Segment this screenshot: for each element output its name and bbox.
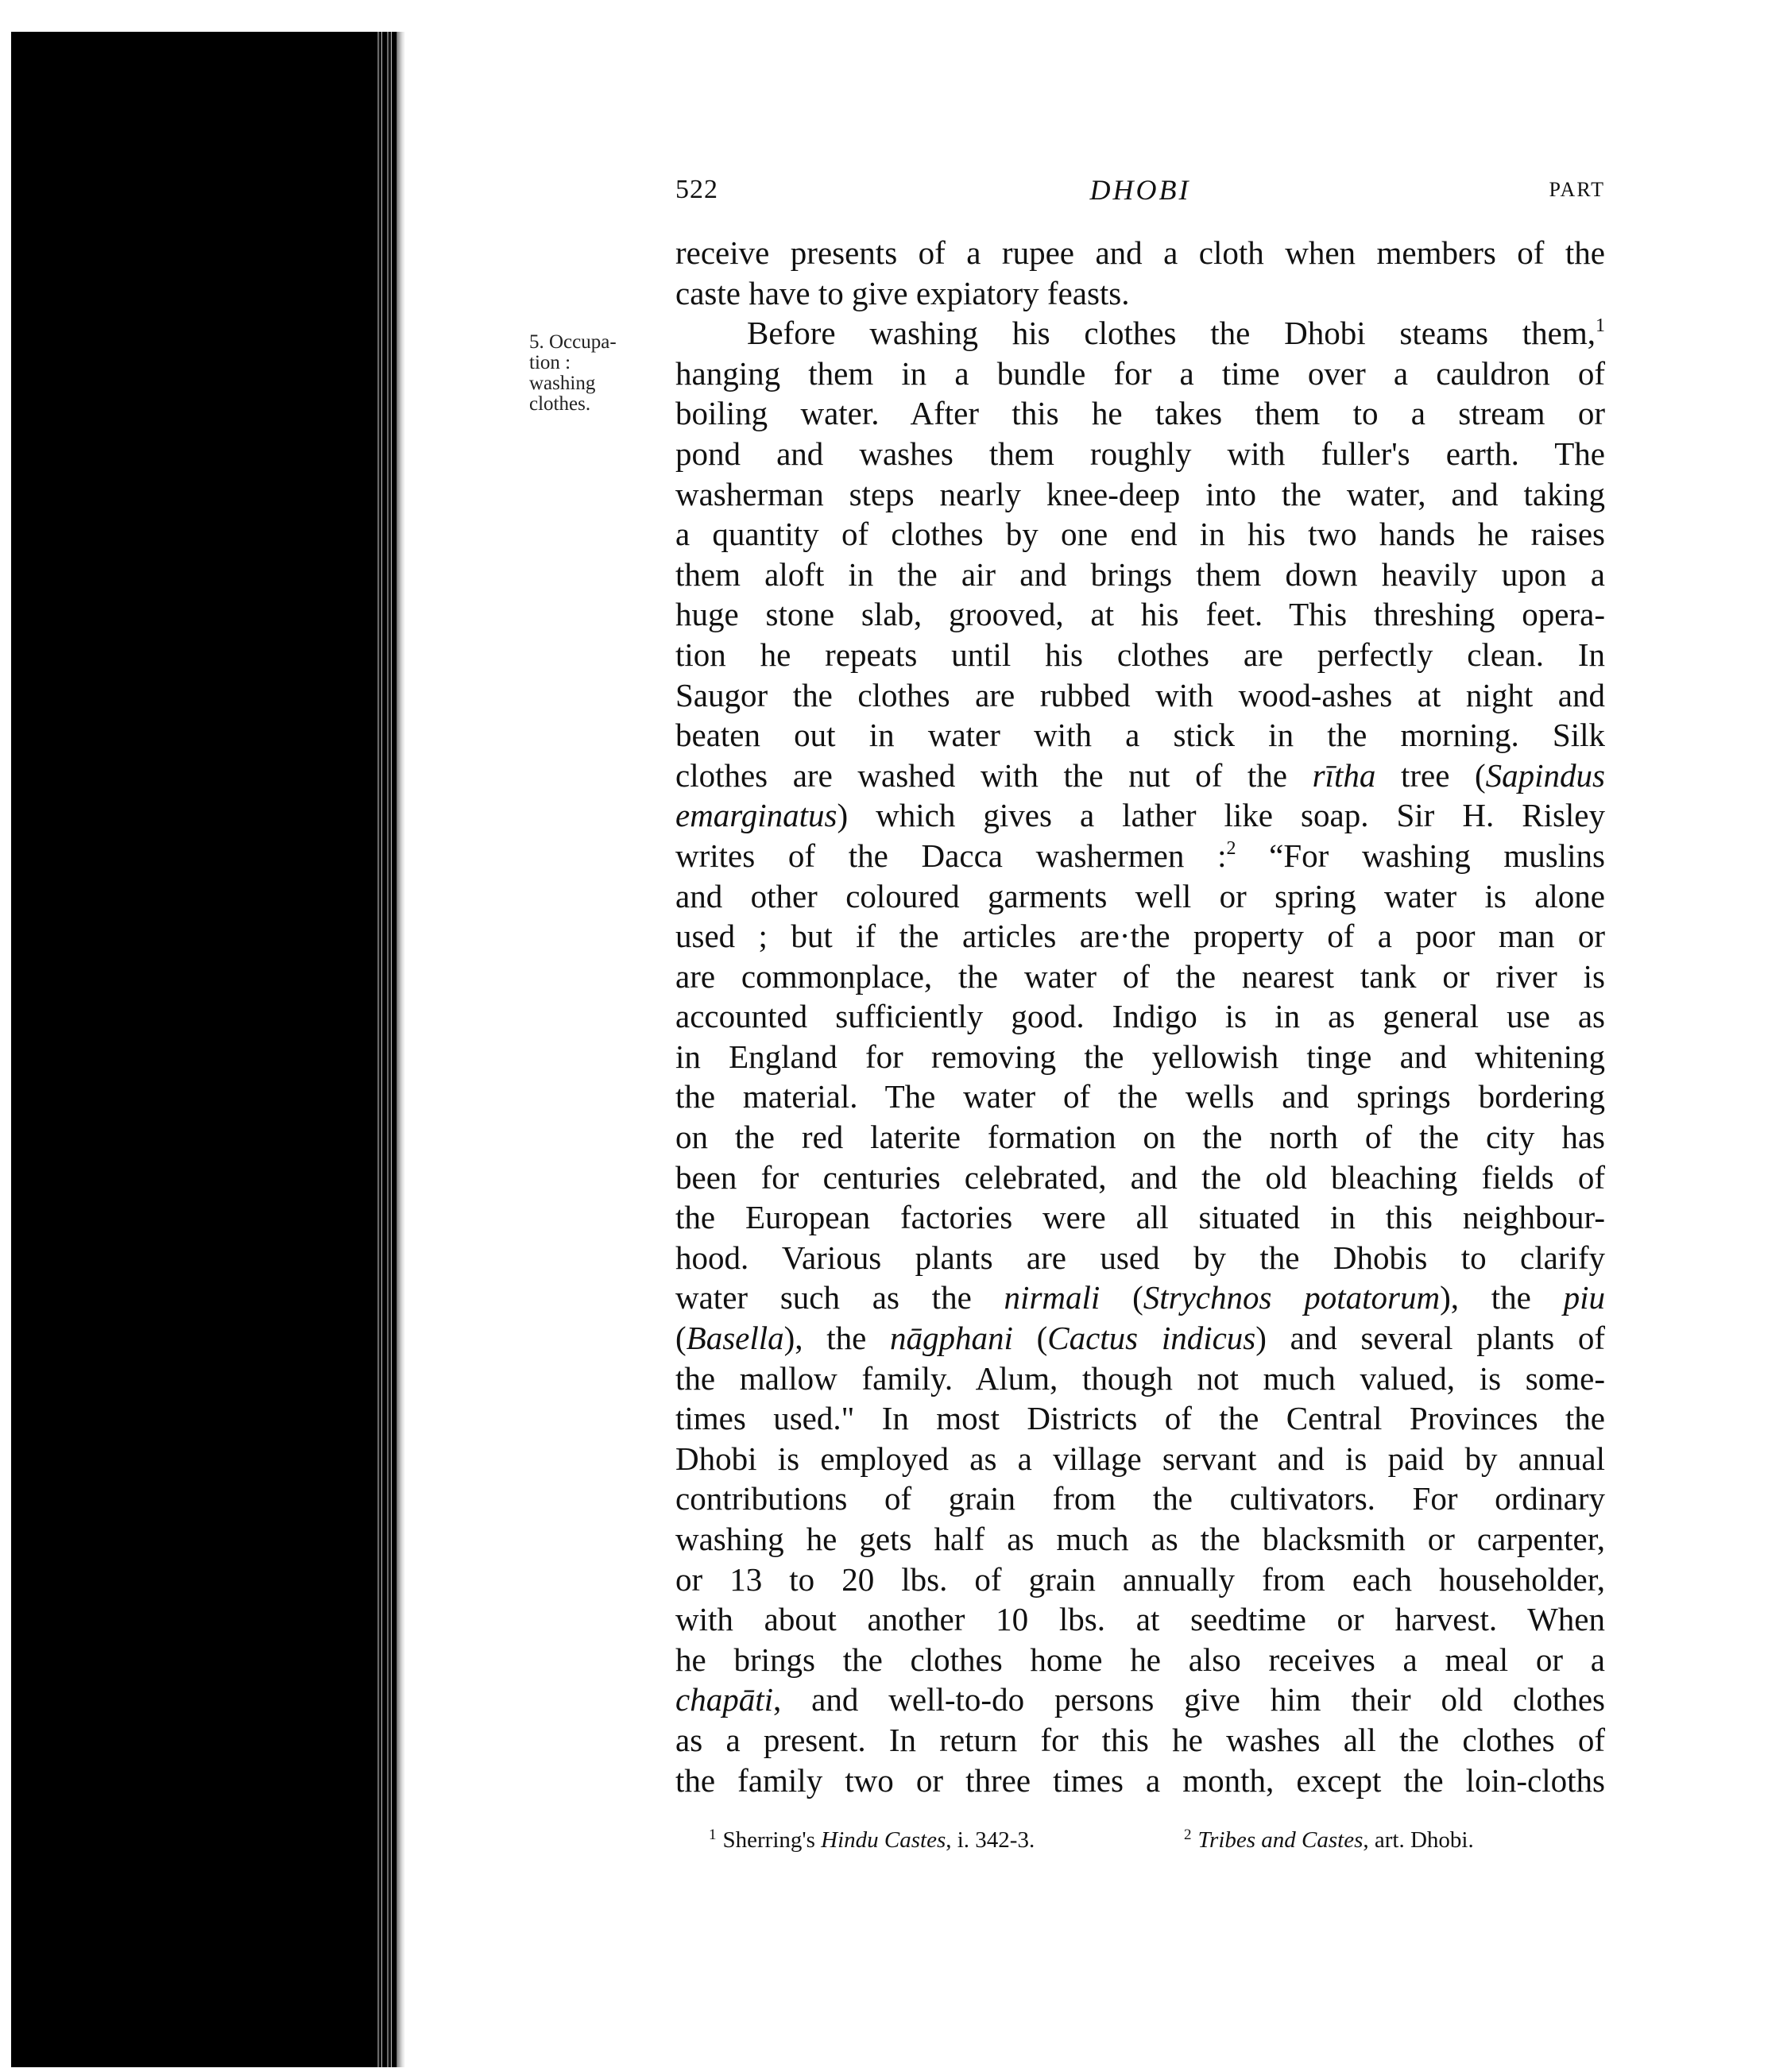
text-run: Before washing his clothes the Dhobi steams them, <box>747 315 1596 352</box>
footnote-author: Sherring's <box>722 1827 822 1853</box>
text-line: Dhobi is employed as a village servant and is paid by annual <box>675 1440 1605 1477</box>
text-line: are commonplace, the water of the nearest tank or river is <box>675 957 1605 995</box>
running-title: DHOBI <box>1089 174 1191 206</box>
text-line: accounted sufficiently good. Indigo is in as general use as <box>675 998 1605 1035</box>
sidenote-line: 5. Occupa- <box>529 331 617 353</box>
text-line: huge stone slab, grooved, at his feet. This threshing opera- <box>675 596 1605 633</box>
text-line: the European factories were all situated in this neighbour- <box>675 1199 1605 1236</box>
footnote-mark: 1 <box>709 1827 717 1843</box>
footnote-ref: 2 <box>1226 837 1236 859</box>
part-label: PART <box>1549 178 1605 201</box>
text-line <box>675 1318 1605 1359</box>
italic-term: nirmali <box>1004 1279 1101 1316</box>
italic-term: Cactus indicus <box>1047 1320 1256 1357</box>
footnote-work: Hindu Castes <box>821 1827 946 1853</box>
footnote-mark: 2 <box>1184 1827 1192 1843</box>
page-number: 522 <box>675 175 718 204</box>
italic-term: Basella <box>686 1320 784 1357</box>
text-line <box>675 795 1605 836</box>
text-line: boiling water. After this he takes them to a stream or <box>675 395 1605 432</box>
text-line <box>675 1278 1605 1318</box>
text-line: been for centuries celebrated, and the old bleaching fields of <box>675 1158 1605 1196</box>
body-text <box>675 233 1605 1800</box>
text-run: ( <box>1012 1320 1048 1357</box>
text-line <box>675 313 1605 354</box>
text-run: tree ( <box>1375 756 1486 794</box>
text-line <box>675 756 1605 796</box>
text-line: or 13 to 20 lbs. of grain annually from each householder, <box>675 1560 1605 1598</box>
text-line: hood. Various plants are used by the Dhobis to clarify <box>675 1239 1605 1276</box>
italic-term: Sapindus <box>1485 756 1606 794</box>
italic-term: emarginatus <box>675 797 837 834</box>
book-spine-shadow <box>11 32 375 2067</box>
italic-term: chapāti <box>675 1681 773 1718</box>
footnotes <box>675 1819 1605 1851</box>
italic-term: piu <box>1563 1279 1606 1316</box>
text-line: receive presents of a rupee and a cloth when members of the <box>675 234 1605 271</box>
footnote-ref: , art. Dhobi. <box>1363 1827 1474 1853</box>
footnote-ref: 1 <box>1596 315 1605 337</box>
sidenote-line: tion : <box>529 352 571 373</box>
text-line: pond and washes them roughly with fuller's earth. The <box>675 435 1605 472</box>
margin-sidenote <box>529 332 648 415</box>
italic-term: nāgphani <box>890 1320 1013 1357</box>
text-line: beaten out in water with a stick in the morning. Silk <box>675 717 1605 754</box>
text-line: with about another 10 lbs. at seedtime or harvest. When <box>675 1601 1605 1638</box>
text-line: as a present. In return for this he washes all the clothes of <box>675 1721 1605 1758</box>
footnote-1 <box>709 1819 1035 1856</box>
spine-edge-stripes <box>375 32 397 2067</box>
page-header <box>675 173 1605 213</box>
text-run: clothes are washed with the nut of the <box>675 756 1287 794</box>
sidenote-line: washing <box>529 373 596 394</box>
text-line: tion he repeats until his clothes are perfectly clean. In <box>675 636 1605 673</box>
text-line: the family two or three times a month, except the loin-cloths <box>675 1761 1605 1799</box>
sidenote-line: clothes. <box>529 393 591 415</box>
text-line: caste have to give expiatory feasts. <box>675 274 1130 311</box>
text-line: and other coloured garments well or spring water is alone <box>675 877 1605 914</box>
text-line <box>675 1680 1605 1720</box>
text-run: ( <box>1100 1279 1143 1316</box>
text-line: times used." In most Districts of the Central Provinces the <box>675 1400 1605 1437</box>
text-line <box>675 836 1605 876</box>
text-line: washerman steps nearly knee-deep into the water, and taking <box>675 475 1605 512</box>
spine-fade <box>397 32 405 2067</box>
text-line: hanging them in a bundle for a time over a cauldron of <box>675 354 1605 392</box>
text-run: ), the <box>783 1320 890 1357</box>
text-line: on the red laterite formation on the north of the city has <box>675 1119 1605 1156</box>
italic-term: Strychnos potatorum <box>1143 1279 1441 1316</box>
text-line: used ; but if the articles are·the property of a poor man or <box>675 918 1605 955</box>
text-line: contributions of grain from the cultivators. For ordinary <box>675 1480 1605 1517</box>
text-run: “For washing muslins <box>1236 837 1605 874</box>
text-line: the material. The water of the wells and springs bordering <box>675 1078 1605 1115</box>
text-line: them aloft in the air and brings them down heavily upon a <box>675 555 1605 593</box>
text-line: a quantity of clothes by one end in his two hands he raises <box>675 516 1605 553</box>
footnote-2 <box>1184 1819 1474 1856</box>
text-run: ) which gives a lather like soap. Sir H. Risley <box>837 797 1605 834</box>
text-run: ) and several plants of <box>1255 1320 1606 1357</box>
text-run: ), the <box>1440 1279 1564 1316</box>
text-run: ( <box>675 1320 687 1357</box>
text-line: washing he gets half as much as the blacksmith or carpenter, <box>675 1521 1605 1557</box>
text-line: he brings the clothes home he also receives a meal or a <box>675 1641 1605 1678</box>
text-run: water such as the <box>675 1279 972 1316</box>
text-line: the mallow family. Alum, though not much valued, is some- <box>675 1359 1605 1397</box>
text-run: writes of the Dacca washermen : <box>675 837 1227 874</box>
footnote-ref: , i. 342-3. <box>946 1827 1035 1853</box>
text-run: , and well-to-do persons give him their old clothes <box>772 1681 1605 1718</box>
italic-term: rītha <box>1312 756 1376 794</box>
footnote-work: Tribes and Castes <box>1197 1827 1364 1853</box>
text-line: Saugor the clothes are rubbed with wood-ashes at night and <box>675 676 1605 713</box>
text-line: in England for removing the yellowish tinge and whitening <box>675 1038 1605 1075</box>
